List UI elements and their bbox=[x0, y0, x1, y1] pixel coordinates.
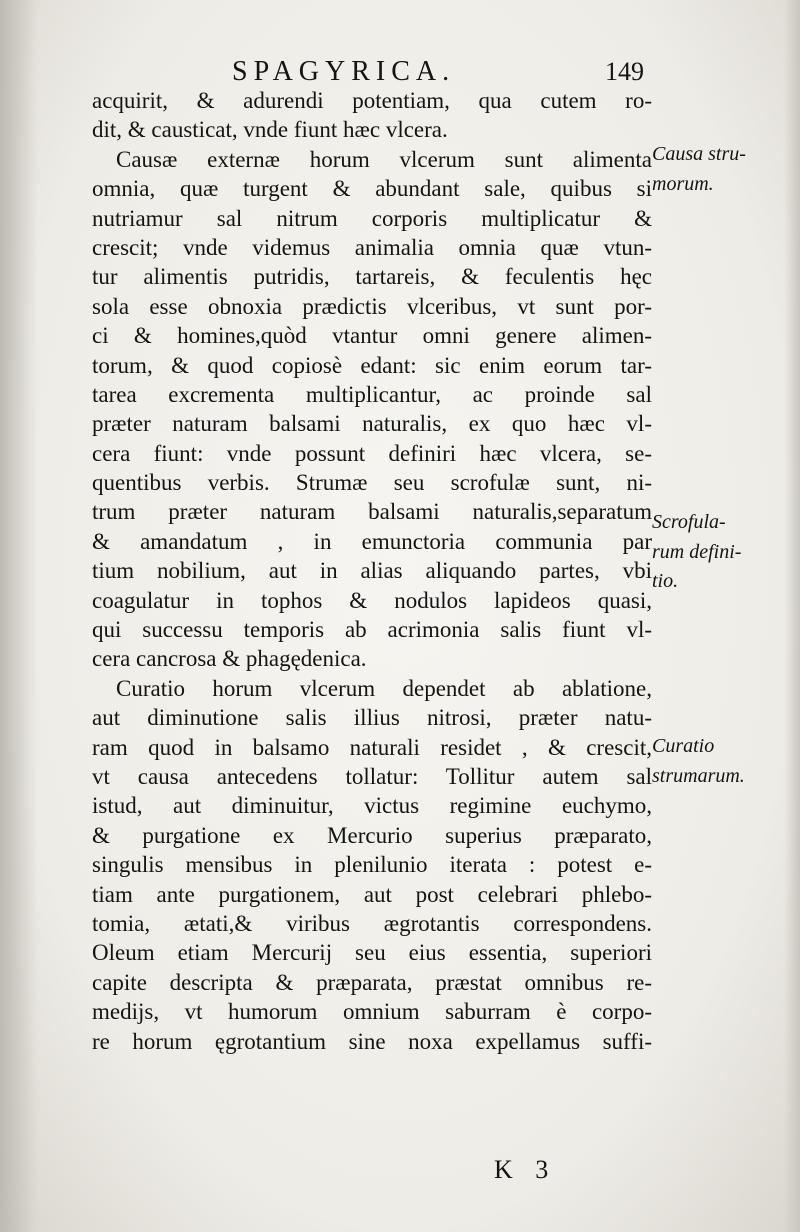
text-line: tarea excrementa multiplicantur, ac proinde sal bbox=[92, 381, 652, 407]
text-line: dit, & causticat, vnde fiunt hæc vlcera. bbox=[92, 117, 448, 143]
text-line: trum præter naturam balsami naturalis,separatum bbox=[92, 499, 652, 525]
text-line: sola esse obnoxia prædictis vlceribus, vt sunt por- bbox=[92, 293, 652, 319]
text-line: Causæ externæ horum vlcerum sunt alimenta bbox=[116, 146, 652, 172]
margin-note: tio. bbox=[652, 570, 679, 592]
text-line: ram quod in balsamo naturali residet , & crescit, bbox=[92, 734, 652, 760]
text-line: singulis mensibus in plenilunio iterata : potest e- bbox=[92, 852, 652, 878]
margin-note: strumarum. bbox=[652, 765, 745, 787]
margin-note: Scrofula- bbox=[652, 511, 726, 533]
text-line: Oleum etiam Mercurij seu eius essentia, superiori bbox=[92, 940, 652, 966]
text-line: aut diminutione salis illius nitrosi, præter natu- bbox=[92, 705, 652, 731]
text-line: ci & homines,quòd vtantur omni genere alimen- bbox=[92, 323, 652, 349]
text-line: coagulatur in tophos & nodulos lapideos quasi, bbox=[92, 587, 652, 613]
text-line: vt causa antecedens tollatur: Tollitur autem sal bbox=[92, 763, 652, 789]
margin-notes bbox=[652, 0, 800, 1232]
text-line: medijs, vt humorum omnium saburram è corpo- bbox=[92, 999, 652, 1025]
text-line: re horum ęgrotantium sine noxa expellamus suffi- bbox=[92, 1028, 652, 1054]
text-line: crescit; vnde videmus animalia omnia quæ vtun- bbox=[92, 234, 652, 260]
signature-mark: K 3 bbox=[494, 1155, 557, 1184]
text-line: tium nobilium, aut in alias aliquando partes, vbi bbox=[92, 558, 652, 584]
text-line: & amandatum , in emunctoria communia par bbox=[92, 528, 652, 554]
text-line: Curatio horum vlcerum dependet ab ablatione, bbox=[116, 675, 652, 701]
text-line: tomia, ætati,& viribus ægrotantis correspondens. bbox=[92, 910, 652, 936]
page-gutter-shadow bbox=[0, 0, 38, 1232]
margin-note: morum. bbox=[652, 173, 714, 195]
text-line: & purgatione ex Mercurio superius præparato, bbox=[92, 822, 652, 848]
margin-note: Curatio bbox=[652, 735, 715, 757]
text-body bbox=[92, 86, 652, 1056]
text-line: tiam ante purgationem, aut post celebrari phlebo- bbox=[92, 881, 652, 907]
text-line: quentibus verbis. Strumæ seu scrofulæ sunt, ni- bbox=[92, 470, 652, 496]
text-line: acquirit, & adurendi potentiam, qua cutem ro- bbox=[92, 88, 652, 113]
text-line: cera cancrosa & phagędenica. bbox=[92, 646, 367, 672]
text-line: torum, & quod copiosè edant: sic enim eorum tar- bbox=[92, 352, 652, 378]
text-line: tur alimentis putridis, tartareis, & feculentis hęc bbox=[92, 264, 652, 290]
text-line: præter naturam balsami naturalis, ex quo hæc vl- bbox=[92, 411, 652, 437]
text-line: nutriamur sal nitrum corporis multiplicatur & bbox=[92, 205, 652, 231]
text-line: omnia, quæ turgent & abundant sale, quibus si bbox=[92, 176, 652, 202]
margin-note: Causa stru- bbox=[652, 143, 746, 165]
running-title: SPAGYRICA. bbox=[232, 56, 456, 87]
text-line: istud, aut diminuitur, victus regimine euchymo, bbox=[92, 793, 652, 819]
text-line: cera fiunt: vnde possunt definiri hæc vlcera, se- bbox=[92, 440, 652, 466]
page-number: 149 bbox=[605, 57, 644, 86]
margin-note: rum defini- bbox=[652, 541, 742, 563]
text-line: capite descripta & præparata, præstat omnibus re- bbox=[92, 969, 652, 995]
text-line: qui successu temporis ab acrimonia salis fiunt vl- bbox=[92, 617, 652, 643]
